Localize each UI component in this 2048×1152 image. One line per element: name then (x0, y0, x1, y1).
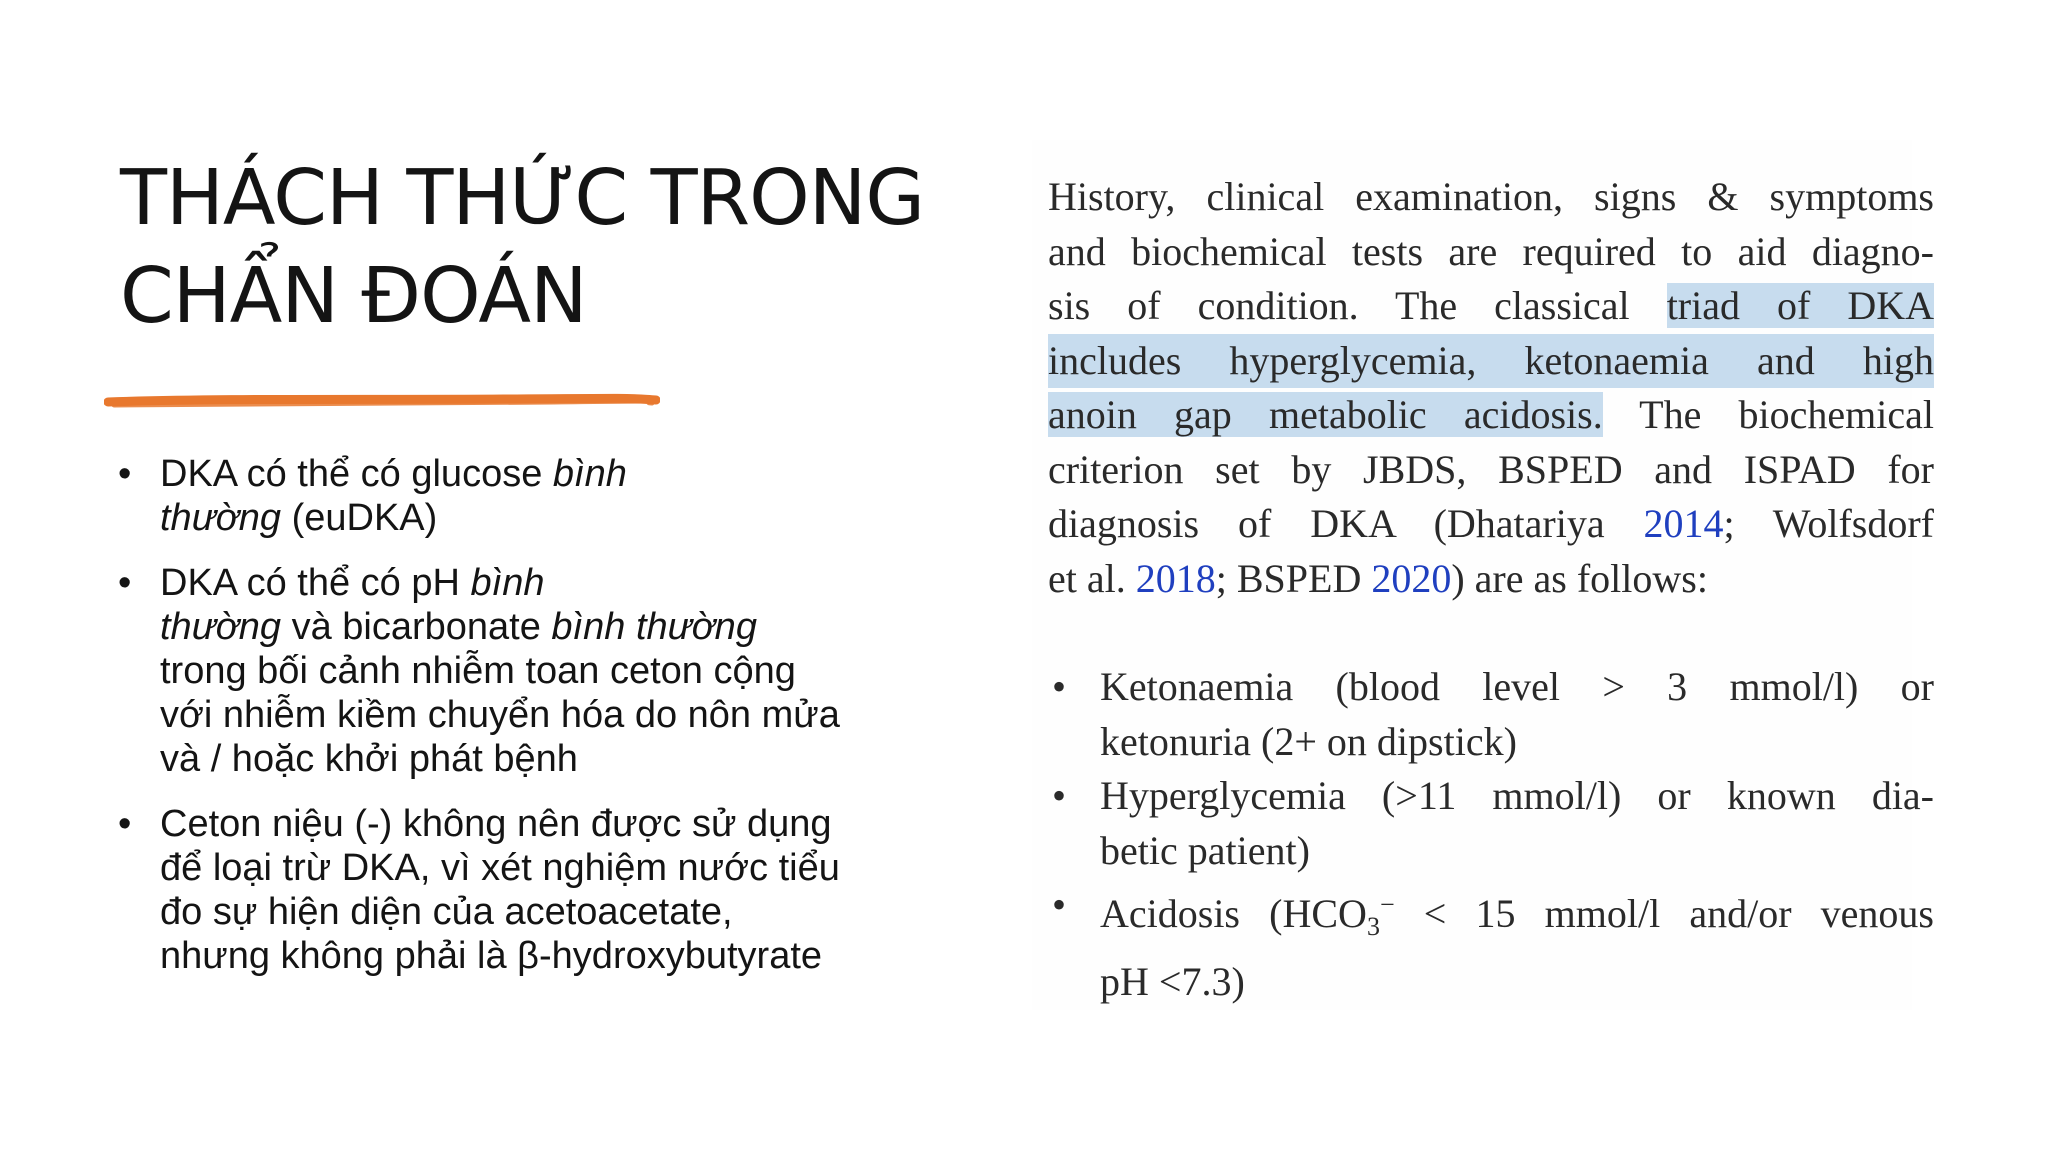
highlighted-text: includes hyperglycemia, ketonaemia and high (1048, 334, 1934, 389)
citation-link[interactable]: 2018 (1135, 555, 1216, 601)
slide-title (120, 150, 940, 346)
title-accent-brushstroke (104, 390, 660, 412)
bullet-line (160, 496, 918, 540)
criteria-line: ketonuria (2+ on dipstick) (1100, 718, 1517, 764)
slide-title-line-1: THÁCH THỨC TRONG (120, 154, 925, 243)
paragraph-line (1048, 552, 1934, 607)
criteria-list (1048, 660, 1934, 1009)
bullet-marker: • (118, 562, 132, 604)
criteria-text: < 15 mmol/l and/or venous (1394, 891, 1934, 936)
bullet-marker: • (118, 803, 132, 845)
bullet-line: với nhiễm kiềm chuyển hóa do nôn mửa (160, 694, 840, 736)
bullet-line (160, 561, 918, 605)
paragraph-text: et al. (1048, 555, 1136, 601)
paragraph-line: History, clinical examination, signs & symptoms (1048, 174, 1934, 219)
list-item (118, 802, 918, 978)
paragraph-line (1048, 388, 1934, 443)
bullet-text: DKA có thể có glucose (160, 453, 553, 495)
paragraph-line (1048, 279, 1934, 334)
bullet-list (118, 452, 918, 999)
bullet-line: đo sự hiện diện của acetoacetate, (160, 891, 733, 933)
paragraph-line: and biochemical tests are required to aid diagno- (1048, 228, 1934, 274)
criteria-item (1048, 878, 1934, 1009)
bullet-marker: • (118, 453, 132, 495)
citation-link[interactable]: 2014 (1643, 501, 1724, 546)
paper-excerpt-image (1032, 140, 1934, 1010)
bullet-text: và bicarbonate (281, 606, 552, 648)
paragraph-line (1048, 497, 1934, 552)
criteria-line: betic patient) (1100, 827, 1310, 873)
bullet-line: để loại trừ DKA, vì xét nghiệm nước tiểu (160, 847, 840, 889)
criteria-bullet: • (1052, 773, 1067, 818)
list-item (118, 561, 918, 781)
criteria-bullet: • (1052, 882, 1067, 927)
paragraph-text: diagnosis of DKA (Dhatariya (1048, 501, 1644, 546)
criteria-item (1048, 769, 1934, 878)
subscript-text: 3 (1366, 912, 1380, 941)
criteria-line: Hyperglycemia (>11 mmol/l) or known dia- (1100, 773, 1934, 818)
paragraph-text: ; Wolfsdorf (1723, 501, 1934, 546)
bullet-text-italic: bình (470, 562, 545, 604)
bullet-line: trong bối cảnh nhiễm toan ceton cộng (160, 650, 796, 692)
citation-link[interactable]: 2020 (1371, 555, 1452, 601)
criteria-text: Acidosis (HCO (1100, 891, 1367, 936)
bullet-text: (euDKA) (281, 497, 438, 539)
paragraph-line: criterion set by JBDS, BSPED and ISPAD for (1048, 446, 1934, 492)
bullet-text-italic: bình (552, 453, 627, 495)
bullet-line: và / hoặc khởi phát bệnh (160, 738, 578, 780)
slide-title-line-2: CHẨN ĐOÁN (120, 252, 587, 341)
bullet-line: nhưng không phải là β-hydroxybutyrate (160, 935, 823, 977)
highlighted-text: triad of DKA (1666, 283, 1934, 328)
criteria-line: pH <7.3) (1100, 958, 1245, 1004)
bullet-text-italic: bình thường (551, 606, 757, 648)
bullet-line (160, 452, 918, 496)
criteria-line: Ketonaemia (blood level > 3 mmol/l) or (1100, 664, 1934, 709)
bullet-line: Ceton niệu (-) không nên được sử dụng (160, 803, 832, 845)
bullet-text-italic: thường (160, 606, 282, 648)
paragraph-text: sis of condition. The classical (1048, 283, 1667, 328)
paragraph-text: ) are as follows: (1451, 555, 1708, 601)
bullet-line (160, 605, 918, 649)
bullet-text-italic: thường (160, 497, 282, 539)
paragraph-text: The biochemical (1602, 392, 1934, 437)
highlighted-text: anoin gap metabolic acidosis. (1048, 392, 1603, 437)
criteria-line (1100, 878, 1934, 955)
excerpt-paragraph (1048, 170, 1934, 606)
paragraph-text: ; BSPED (1215, 555, 1372, 601)
criteria-item (1048, 660, 1934, 769)
criteria-bullet: • (1052, 664, 1067, 709)
superscript-text: − (1379, 890, 1395, 919)
list-item (118, 452, 918, 540)
bullet-text: DKA có thể có pH (160, 562, 471, 604)
